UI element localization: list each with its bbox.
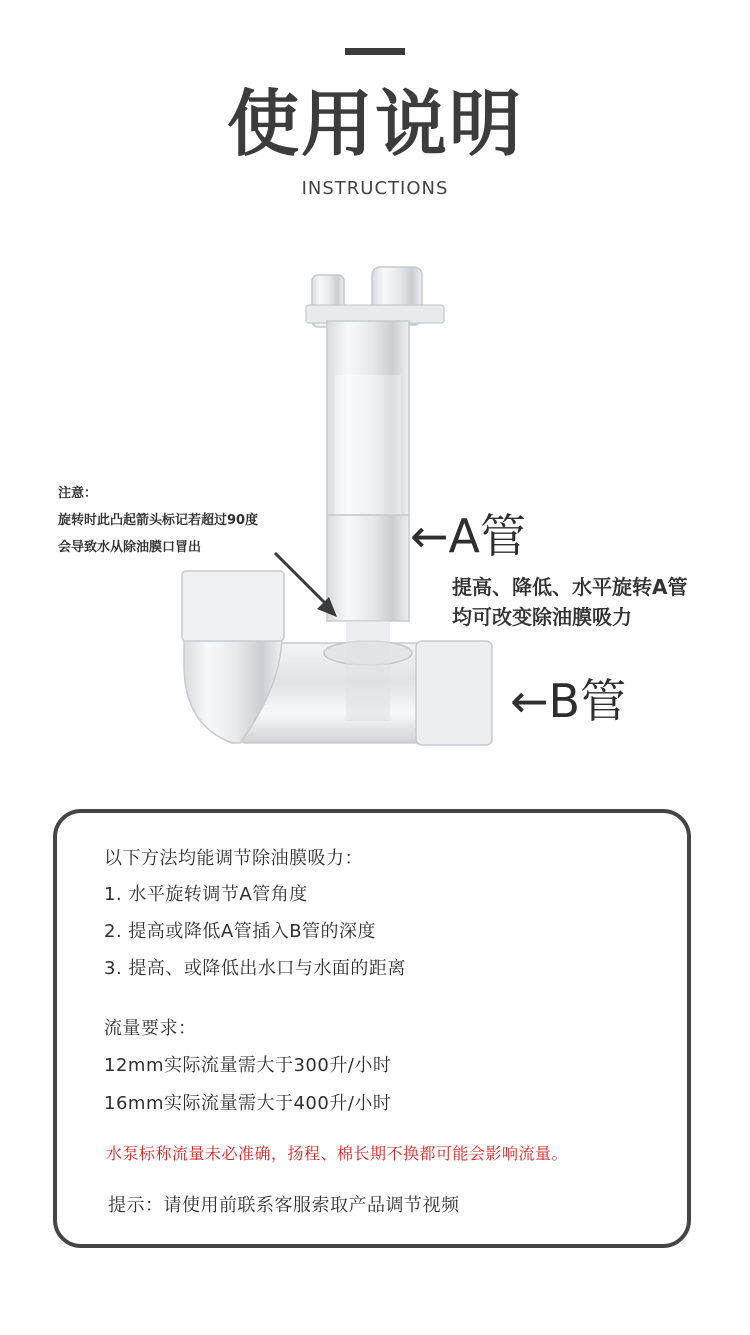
flow-requirement-16mm: 16mm实际流量需大于400升/小时 — [104, 1093, 392, 1114]
title-decoration-bar — [345, 48, 405, 55]
method-1: 1. 水平旋转调节A管角度 — [104, 884, 308, 905]
page-subtitle: INSTRUCTIONS — [301, 178, 449, 199]
tube-a-description — [452, 572, 687, 632]
methods-heading: 以下方法均能调节除油膜吸力： — [104, 848, 363, 869]
method-2: 2. 提高或降低A管插入B管的深度 — [104, 921, 377, 942]
note-pointer-arrow — [265, 545, 355, 625]
tube-b-label: ←B管 — [510, 674, 627, 728]
flow-warning: 水泵标称流量未必准确，扬程、棉长期不换都可能会影响流量。 — [106, 1144, 569, 1163]
note-line-1: 旋转时此凸起箭头标记若超过90度 — [58, 513, 259, 528]
video-tip: 提示：请使用前联系客服索取产品调节视频 — [108, 1195, 460, 1216]
flow-requirement-12mm: 12mm实际流量需大于300升/小时 — [104, 1055, 392, 1076]
tube-b-end — [416, 641, 492, 745]
note-heading: 注意： — [58, 486, 98, 501]
flow-heading: 流量要求： — [104, 1018, 197, 1039]
tube-a-label: ←A管 — [410, 509, 527, 563]
rotation-note — [58, 480, 258, 561]
page-title: 使用说明 — [226, 82, 523, 166]
method-3: 3. 提高、或降低出水口与水面的距离 — [104, 958, 406, 979]
note-line-2: 会导致水从除油膜口冒出 — [58, 540, 202, 555]
tube-a-desc-line-2: 均可改变除油膜吸力 — [452, 605, 632, 629]
tube-a-desc-line-1: 提高、降低、水平旋转A管 — [452, 575, 688, 599]
